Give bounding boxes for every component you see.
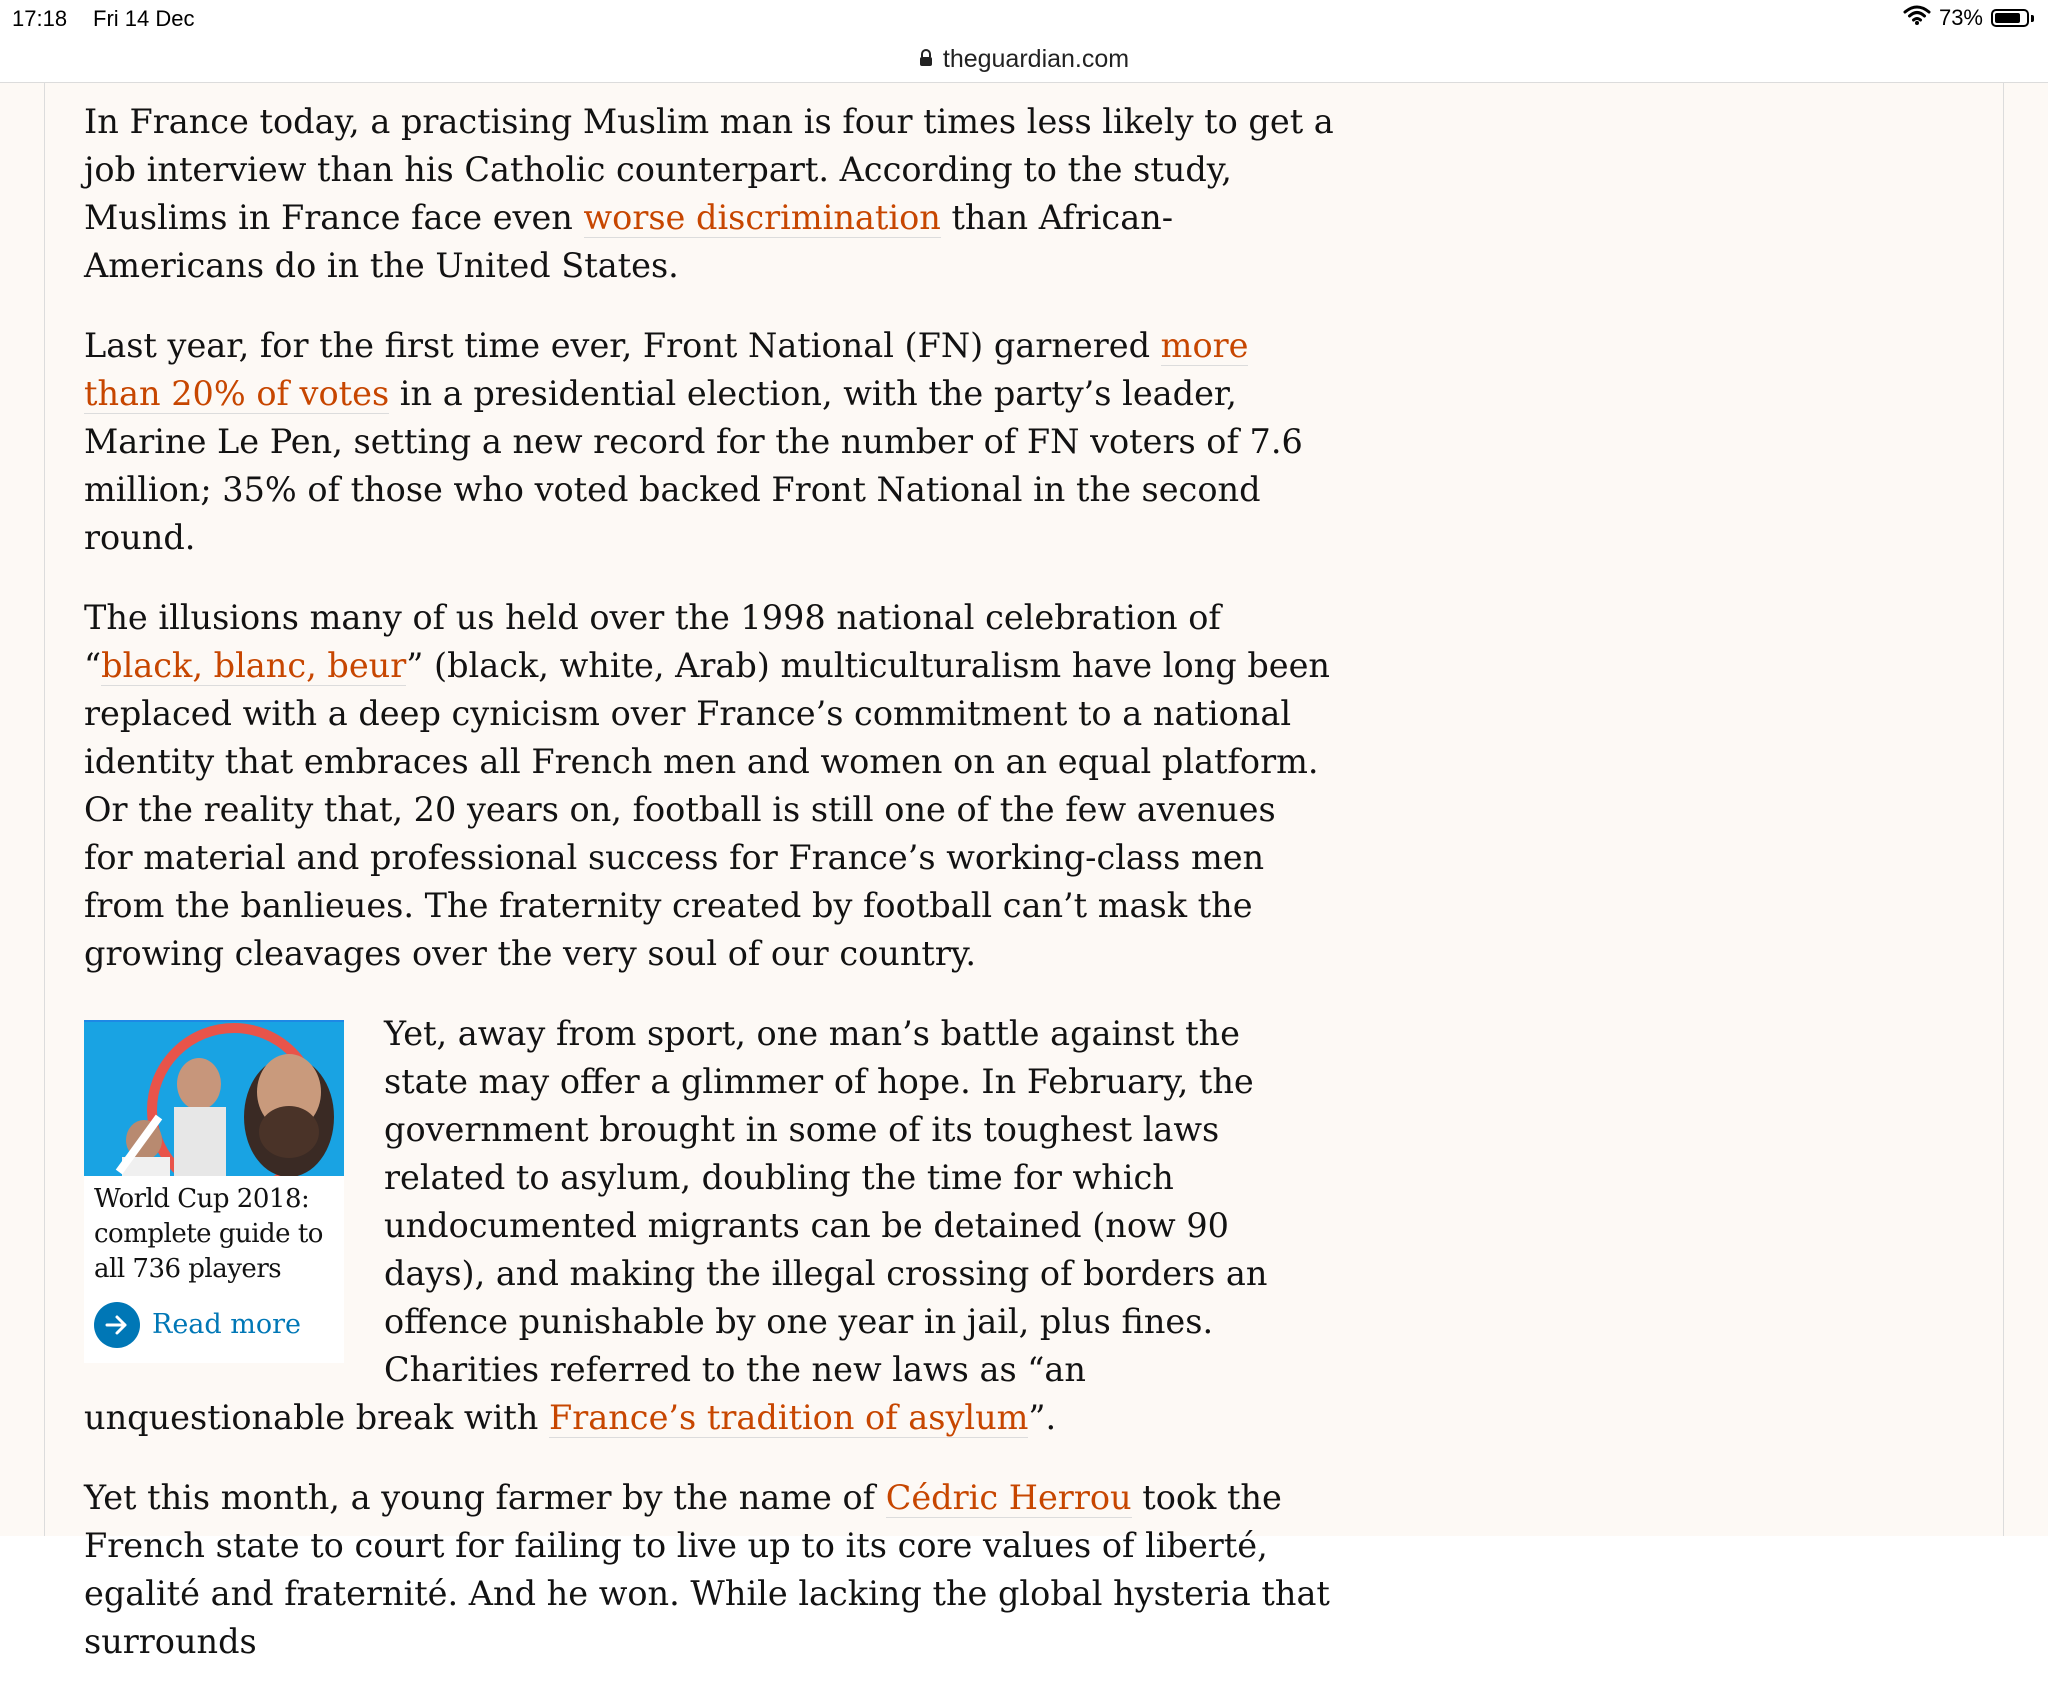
paragraph-text: ” (black, white, Arab) multiculturalism have long been replaced with a deep cynicism over France’s commitment to a national identity that embraces all French men and women on an equal platform. Or the reality that, 20 years on, football is still one of the few avenues for material and professional success for France’s working-class men from the banlieues. The fraternity created by football can’t mask the growing cleavages over the very soul of our country.: [84, 646, 1331, 973]
link-more-than-20-percent[interactable]: more than 20% of votes: [84, 326, 1249, 413]
address-bar[interactable]: [0, 36, 2048, 83]
paragraph-5: [84, 1474, 1334, 1666]
link-worse-discrimination[interactable]: worse discrimination: [583, 198, 941, 237]
status-date: Fri 14 Dec: [93, 6, 195, 31]
rich-link-image: [84, 1022, 344, 1176]
paragraph-3: [84, 594, 1334, 978]
column-divider-left: [44, 83, 45, 1536]
battery-percent: 73%: [1938, 5, 1983, 30]
lock-icon: [919, 45, 933, 74]
wifi-icon: [1903, 5, 1931, 31]
paragraph-text: In France today, a practising Muslim man is four times less likely to get a job interview than his Catholic counterpart. According to the study, Muslims in France face even: [84, 102, 1334, 237]
paragraph-text: Yet this month, a young farmer by the name of: [84, 1478, 886, 1517]
paragraph-1: [84, 98, 1334, 290]
column-divider-right: [2003, 83, 2004, 1536]
paragraph-2: [84, 322, 1334, 562]
paragraph-text: Yet, away from sport, one man’s battle against the state may offer a glimmer of hope. In February, the government brought in some of its toughest laws related to asylum, doubling the time for which undocumented migrants can be detained (now 90 days), and making the illegal crossing of borders an offence punishable by one year in jail, plus fines. Charities referred to the new laws as “an unquestionable break with: [84, 1014, 1268, 1437]
article-body: [84, 98, 1334, 1698]
battery-tip: [2031, 15, 2034, 22]
link-cedric-herrou[interactable]: Cédric Herrou: [885, 1478, 1132, 1517]
status-bar: [0, 0, 2048, 40]
link-france-tradition-of-asylum[interactable]: France’s tradition of asylum: [549, 1398, 1029, 1437]
battery-icon: [1991, 9, 2029, 27]
status-right: [1903, 5, 2034, 31]
paragraph-text: ”.: [1028, 1398, 1057, 1437]
url-text: theguardian.com: [942, 44, 1130, 73]
rich-link-card[interactable]: [84, 1020, 344, 1363]
read-more-label: Read more: [152, 1309, 302, 1340]
paragraph-text: than African-Americans do in the United States.: [84, 198, 1174, 285]
status-time: 17:18: [12, 6, 68, 31]
read-more-button[interactable]: [84, 1287, 344, 1363]
paragraph-text: in a presidential election, with the party’s leader, Marine Le Pen, setting a new record for the number of FN voters of 7.6 million; 35% of those who voted backed Front National in the second round.: [84, 374, 1303, 557]
paragraph-text: The illusions many of us held over the 1998 national celebration of “: [84, 598, 1221, 685]
rich-link-title: World Cup 2018: complete guide to all 736 players: [94, 1184, 323, 1284]
arrow-right-icon: [94, 1302, 140, 1348]
paragraph-text: took the French state to court for failing to live up to its core values of liberté, egalité and fraternité. And he won. While lacking the global hysteria that surrounds: [84, 1478, 1330, 1661]
paragraph-text: Last year, for the first time ever, Front National (FN) garnered: [84, 326, 1161, 365]
link-black-blanc-beur[interactable]: black, blanc, beur: [101, 646, 407, 685]
